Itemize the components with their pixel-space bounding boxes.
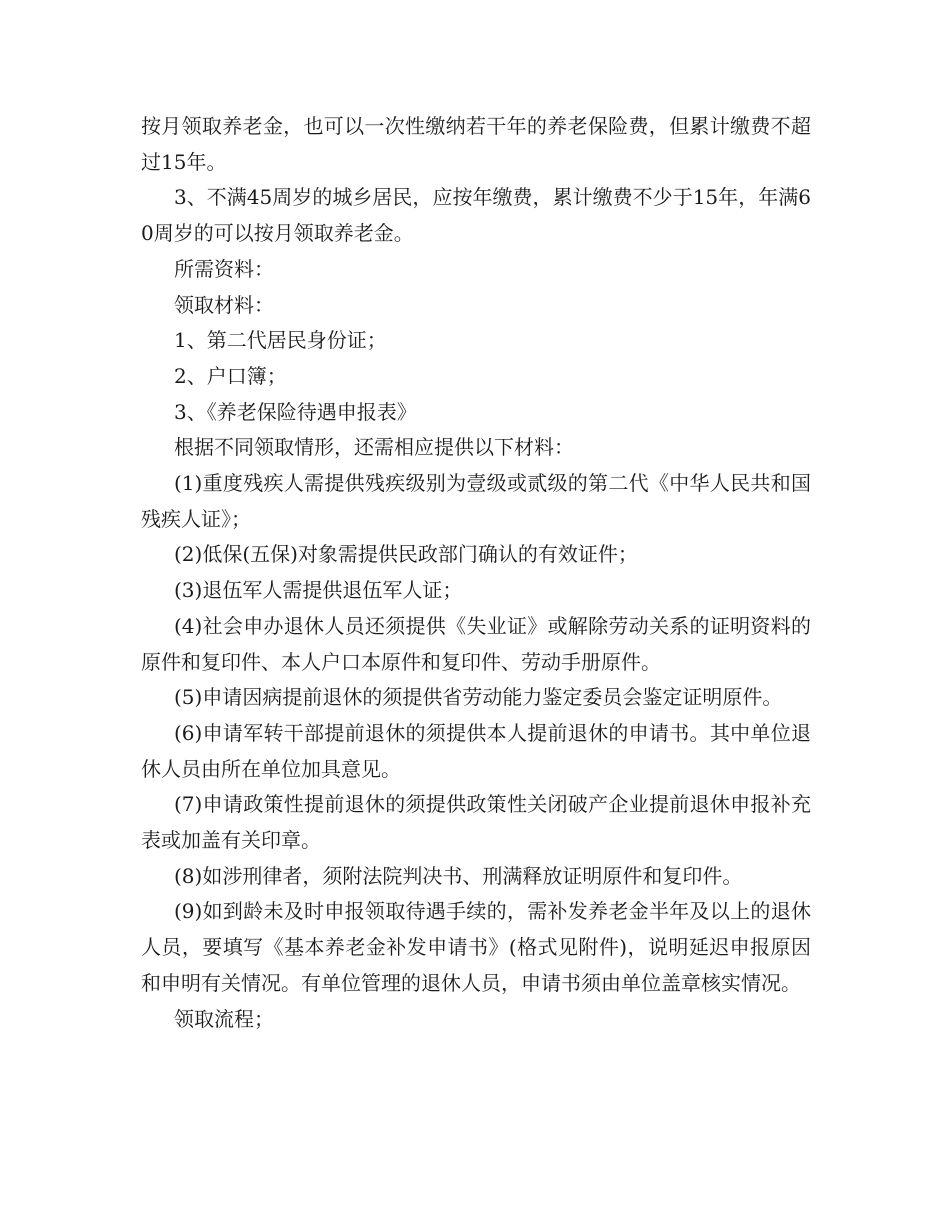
paragraph-9: (1)重度残疾人需提供残疾级别为壹级或贰级的第二代《中华人民共和国残疾人证》；: [141, 471, 811, 531]
document-body: [141, 109, 811, 1037]
paragraph-13: (5)申请因病提前退休的须提供省劳动能力鉴定委员会鉴定证明原件。: [174, 685, 783, 710]
paragraph-6: 2、户口簿；: [174, 363, 287, 388]
paragraph-2: 3、不满45周岁的城乡居民，应按年缴费，累计缴费不少于15年，年满60周岁的可以按月领取养老金。: [141, 185, 811, 246]
paragraph-1: 按月领取养老金，也可以一次性缴纳若干年的养老保险费，但累计缴费不超过15年。: [141, 114, 811, 174]
paragraph-11: (3)退伍军人需提供退伍军人证；: [174, 578, 463, 603]
paragraph-15: (7)申请政策性提前退休的须提供政策性关闭破产企业提前退休申报补充表或加盖有关印章。: [141, 792, 811, 853]
paragraph-4: 领取材料：: [174, 292, 274, 317]
paragraph-7: 3、《养老保险待遇申报表》: [174, 399, 417, 424]
paragraph-18: 领取流程；: [174, 1006, 274, 1031]
paragraph-14: (6)申请军转干部提前退休的须提供本人提前退休的申请书。其中单位退休人员由所在单位加具意见。: [141, 720, 811, 781]
paragraph-5: 1、第二代居民身份证；: [174, 328, 387, 353]
paragraph-3: 所需资料：: [174, 256, 274, 281]
paragraph-10: (2)低保(五保)对象需提供民政部门确认的有效证件；: [174, 542, 638, 567]
paragraph-8: 根据不同领取情形，还需相应提供以下材料：: [174, 435, 574, 460]
paragraph-12: (4)社会申办退休人员还须提供《失业证》或解除劳动关系的证明资料的原件和复印件、本人户口本原件和复印件、劳动手册原件。: [141, 613, 811, 674]
paragraph-16: (8)如涉刑律者，须附法院判决书、刑满释放证明原件和复印件。: [174, 863, 743, 888]
paragraph-17: (9)如到龄未及时申报领取待遇手续的，需补发养老金半年及以上的退休人员，要填写《基本养老金补发申请书》(格式见附件)，说明延迟申报原因和申明有关情况。有单位管理的退休人员，申请书须由单位盖章核实情况。: [141, 899, 811, 995]
